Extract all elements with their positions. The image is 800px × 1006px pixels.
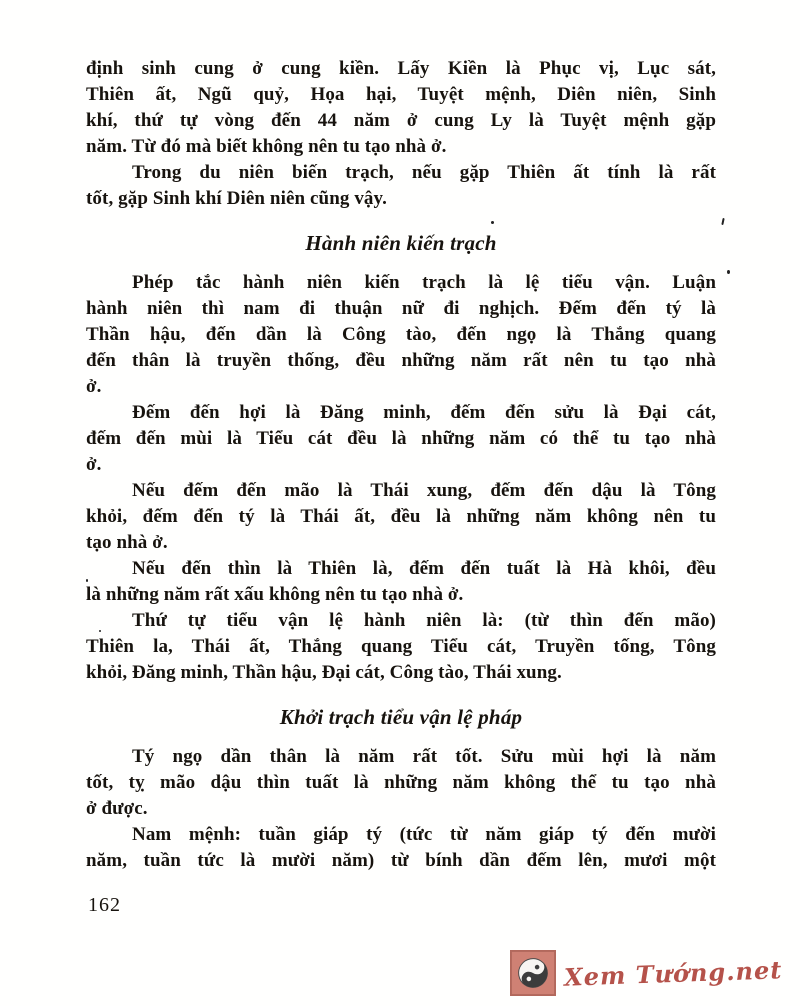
paragraph <box>86 744 716 822</box>
text-line: Nếu đếm đến mão là Thái xung, đếm đến dậu là Tông <box>132 480 716 501</box>
text-column <box>86 56 716 874</box>
text-line: đến thân là truyền thống, đều những năm rất nên tu tạo nhà <box>86 350 716 371</box>
text-line: ở được. <box>86 798 148 819</box>
text-line: khỏi, đếm đến tý là Thái ất, đều là những năm không nên tu <box>86 506 716 527</box>
watermark <box>510 950 782 996</box>
section-heading: Khởi trạch tiểu vận lệ pháp <box>279 705 523 729</box>
scan-speck <box>727 270 730 274</box>
paragraph <box>86 822 716 874</box>
page-number: 162 <box>88 894 121 916</box>
scan-speck <box>491 221 494 224</box>
paragraph <box>86 160 716 212</box>
text-line: Trong du niên biến trạch, nếu gặp Thiên ất tính là rất <box>132 162 716 183</box>
paragraph <box>86 478 716 556</box>
text-line: Thần hậu, đến dần là Công tào, đến ngọ là Thắng quang <box>86 324 716 345</box>
text-line: hành niên thì nam đi thuận nữ đi nghịch. Đếm đến tý là <box>86 298 716 319</box>
paragraph <box>86 400 716 478</box>
text-line: khỏi, Đăng minh, Thần hậu, Đại cát, Công tào, Thái xung. <box>86 662 562 683</box>
text-line: đếm đến mùi là Tiểu cát đều là những năm có thể tu tạo nhà <box>86 428 716 449</box>
text-line: Đếm đến hợi là Đăng minh, đếm đến sửu là Đại cát, <box>132 402 716 423</box>
text-line: tốt, gặp Sinh khí Diên niên cũng vậy. <box>86 188 387 209</box>
text-line: định sinh cung ở cung kiền. Lấy Kiền là Phục vị, Lục sát, <box>86 58 716 79</box>
text-line: Thiên la, Thái ất, Thắng quang Tiểu cát, Truyền tống, Tông <box>86 636 716 657</box>
text-line: Thiên ất, Ngũ quỷ, Họa hại, Tuyệt mệnh, Diên niên, Sinh <box>86 84 716 105</box>
paragraph <box>86 556 716 608</box>
yin-yang-icon <box>510 950 556 996</box>
paragraph <box>86 608 716 686</box>
text-line: Tý ngọ dần thân là năm rất tốt. Sửu mùi hợi là năm <box>132 746 716 767</box>
section-heading: Hành niên kiến trạch <box>305 231 497 255</box>
text-line: ở. <box>86 376 102 397</box>
scan-speck <box>99 630 101 632</box>
text-line: năm. Từ đó mà biết không nên tu tạo nhà ở. <box>86 136 447 157</box>
text-line: Nếu đến thìn là Thiên là, đếm đến tuất là Hà khôi, đều <box>132 558 716 579</box>
text-line: là những năm rất xấu không nên tu tạo nhà ở. <box>86 584 464 605</box>
scan-speck <box>86 579 88 582</box>
text-line: Nam mệnh: tuần giáp tý (tức từ năm giáp tý đến mười <box>132 824 716 845</box>
text-line: ở. <box>86 454 102 475</box>
text-line: tạo nhà ở. <box>86 532 168 553</box>
text-line: năm, tuần tức là mười năm) từ bính dần đếm lên, mươi một <box>86 850 716 871</box>
text-line: tốt, tỵ mão dậu thìn tuất là những năm không thể tu tạo nhà <box>86 772 716 793</box>
text-line: khí, thứ tự vòng đến 44 năm ở cung Ly là Tuyệt mệnh gặp <box>86 110 716 131</box>
paragraph <box>86 56 716 160</box>
paragraph <box>86 270 716 400</box>
watermark-text: Xem Tướng.net <box>563 954 783 992</box>
scan-speck <box>721 218 724 225</box>
text-line: Thứ tự tiểu vận lệ hành niên là: (từ thìn đến mão) <box>132 610 716 631</box>
text-line: Phép tắc hành niên kiến trạch là lệ tiểu vận. Luận <box>132 272 716 293</box>
